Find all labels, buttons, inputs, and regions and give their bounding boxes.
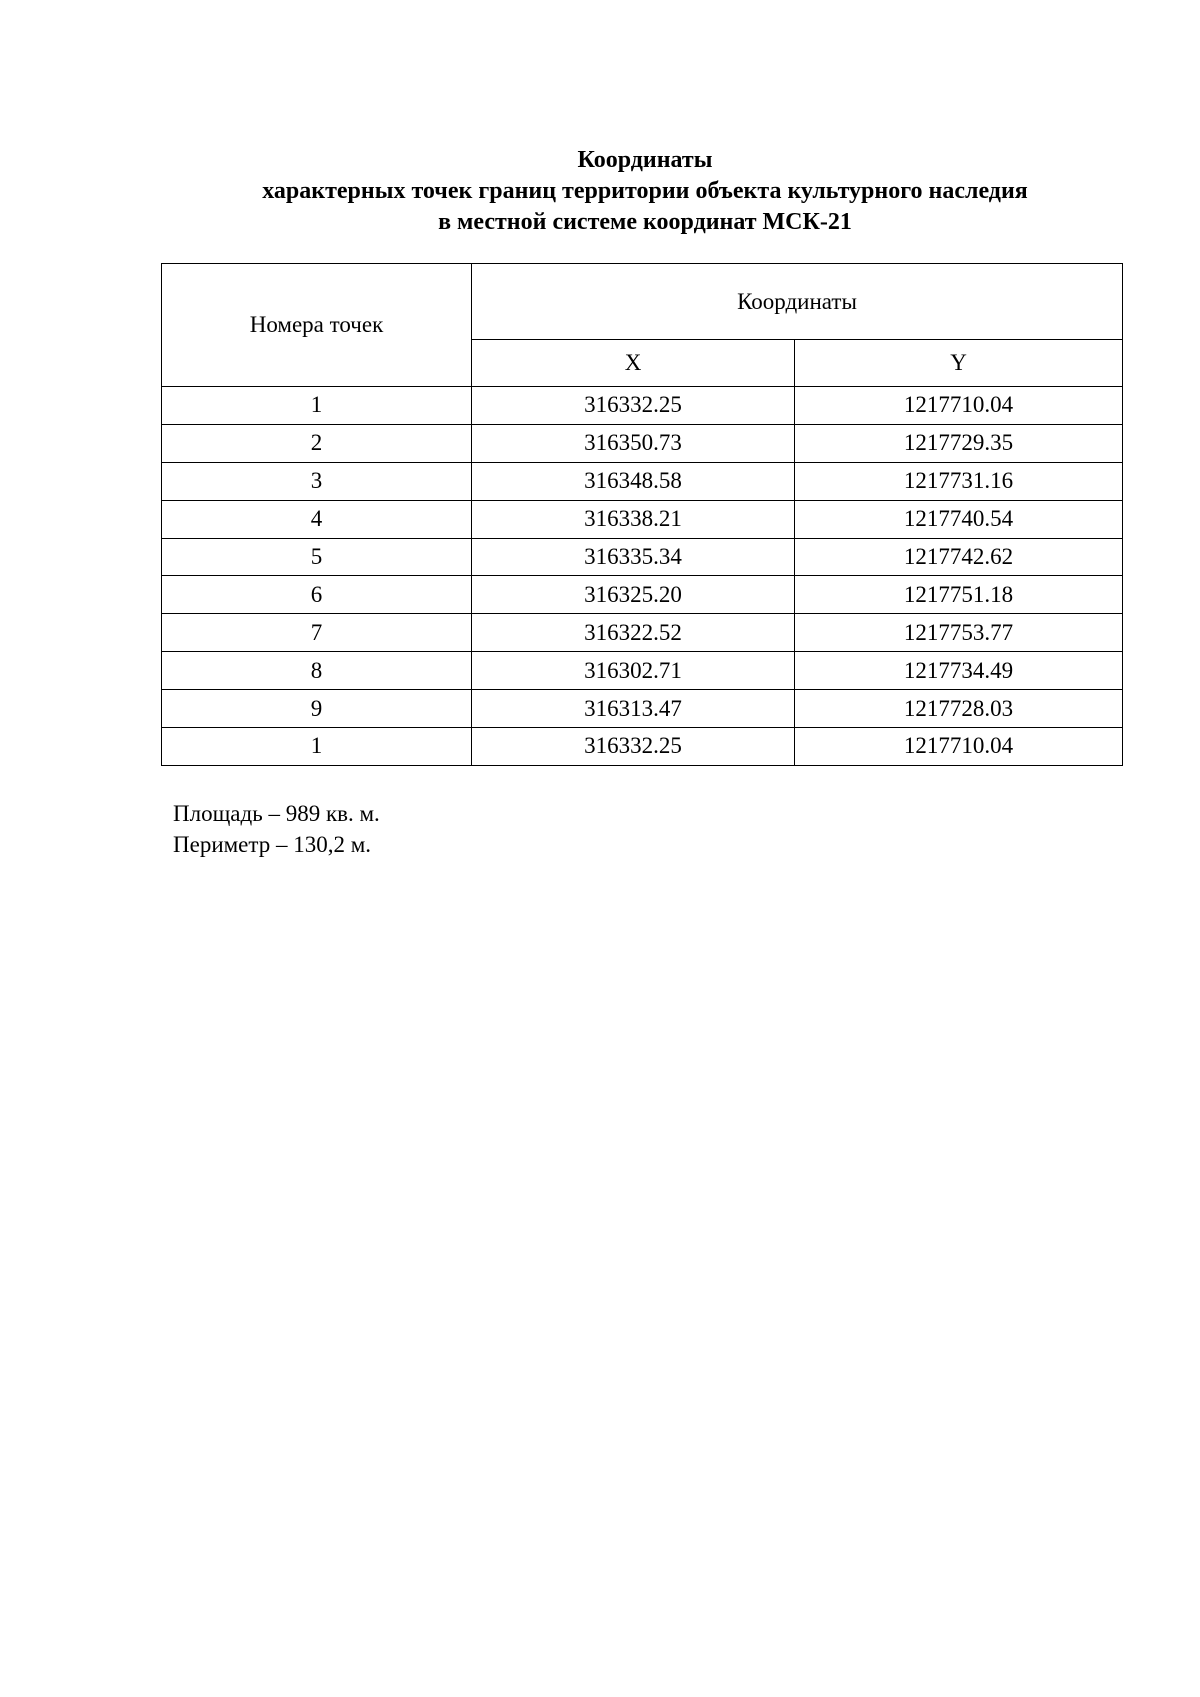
perimeter-text: Периметр – 130,2 м. bbox=[173, 832, 372, 857]
cell-point-number: 5 bbox=[162, 538, 472, 576]
cell-x: 316350.73 bbox=[472, 424, 795, 462]
cell-x: 316322.52 bbox=[472, 614, 795, 652]
cell-point-number: 8 bbox=[162, 652, 472, 690]
cell-y: 1217751.18 bbox=[795, 576, 1123, 614]
header-y: Y bbox=[795, 340, 1123, 387]
cell-y: 1217710.04 bbox=[795, 728, 1123, 766]
table-row bbox=[162, 614, 1123, 652]
cell-x: 316338.21 bbox=[472, 500, 795, 538]
header-coordinates: Координаты bbox=[472, 264, 1123, 340]
table-row bbox=[162, 538, 1123, 576]
document-title bbox=[0, 145, 1200, 238]
cell-x: 316332.25 bbox=[472, 728, 795, 766]
cell-y: 1217729.35 bbox=[795, 424, 1123, 462]
cell-x: 316332.25 bbox=[472, 387, 795, 425]
cell-x: 316348.58 bbox=[472, 462, 795, 500]
cell-point-number: 1 bbox=[162, 728, 472, 766]
table-body bbox=[162, 387, 1123, 766]
area-text: Площадь – 989 кв. м. bbox=[173, 801, 380, 826]
table-row bbox=[162, 690, 1123, 728]
cell-point-number: 6 bbox=[162, 576, 472, 614]
summary bbox=[173, 798, 380, 860]
table-row bbox=[162, 387, 1123, 425]
cell-point-number: 1 bbox=[162, 387, 472, 425]
cell-x: 316302.71 bbox=[472, 652, 795, 690]
cell-point-number: 7 bbox=[162, 614, 472, 652]
cell-point-number: 2 bbox=[162, 424, 472, 462]
cell-point-number: 4 bbox=[162, 500, 472, 538]
cell-y: 1217740.54 bbox=[795, 500, 1123, 538]
cell-y: 1217753.77 bbox=[795, 614, 1123, 652]
title-line-2: характерных точек границ территории объекта культурного наследия bbox=[262, 178, 1028, 204]
title-line-1: Координаты bbox=[577, 147, 713, 173]
table-row bbox=[162, 424, 1123, 462]
table-row bbox=[162, 728, 1123, 766]
cell-x: 316313.47 bbox=[472, 690, 795, 728]
cell-y: 1217742.62 bbox=[795, 538, 1123, 576]
table-row bbox=[162, 462, 1123, 500]
cell-point-number: 3 bbox=[162, 462, 472, 500]
table-header-row bbox=[162, 264, 1123, 340]
cell-x: 316335.34 bbox=[472, 538, 795, 576]
cell-y: 1217728.03 bbox=[795, 690, 1123, 728]
cell-y: 1217734.49 bbox=[795, 652, 1123, 690]
table-row bbox=[162, 576, 1123, 614]
cell-y: 1217731.16 bbox=[795, 462, 1123, 500]
header-x: X bbox=[472, 340, 795, 387]
cell-x: 316325.20 bbox=[472, 576, 795, 614]
table-row bbox=[162, 652, 1123, 690]
cell-point-number: 9 bbox=[162, 690, 472, 728]
table-row bbox=[162, 500, 1123, 538]
cell-y: 1217710.04 bbox=[795, 387, 1123, 425]
header-point-numbers: Номера точек bbox=[162, 264, 472, 387]
coordinates-table bbox=[161, 263, 1123, 766]
title-line-3: в местной системе координат МСК-21 bbox=[438, 209, 852, 235]
